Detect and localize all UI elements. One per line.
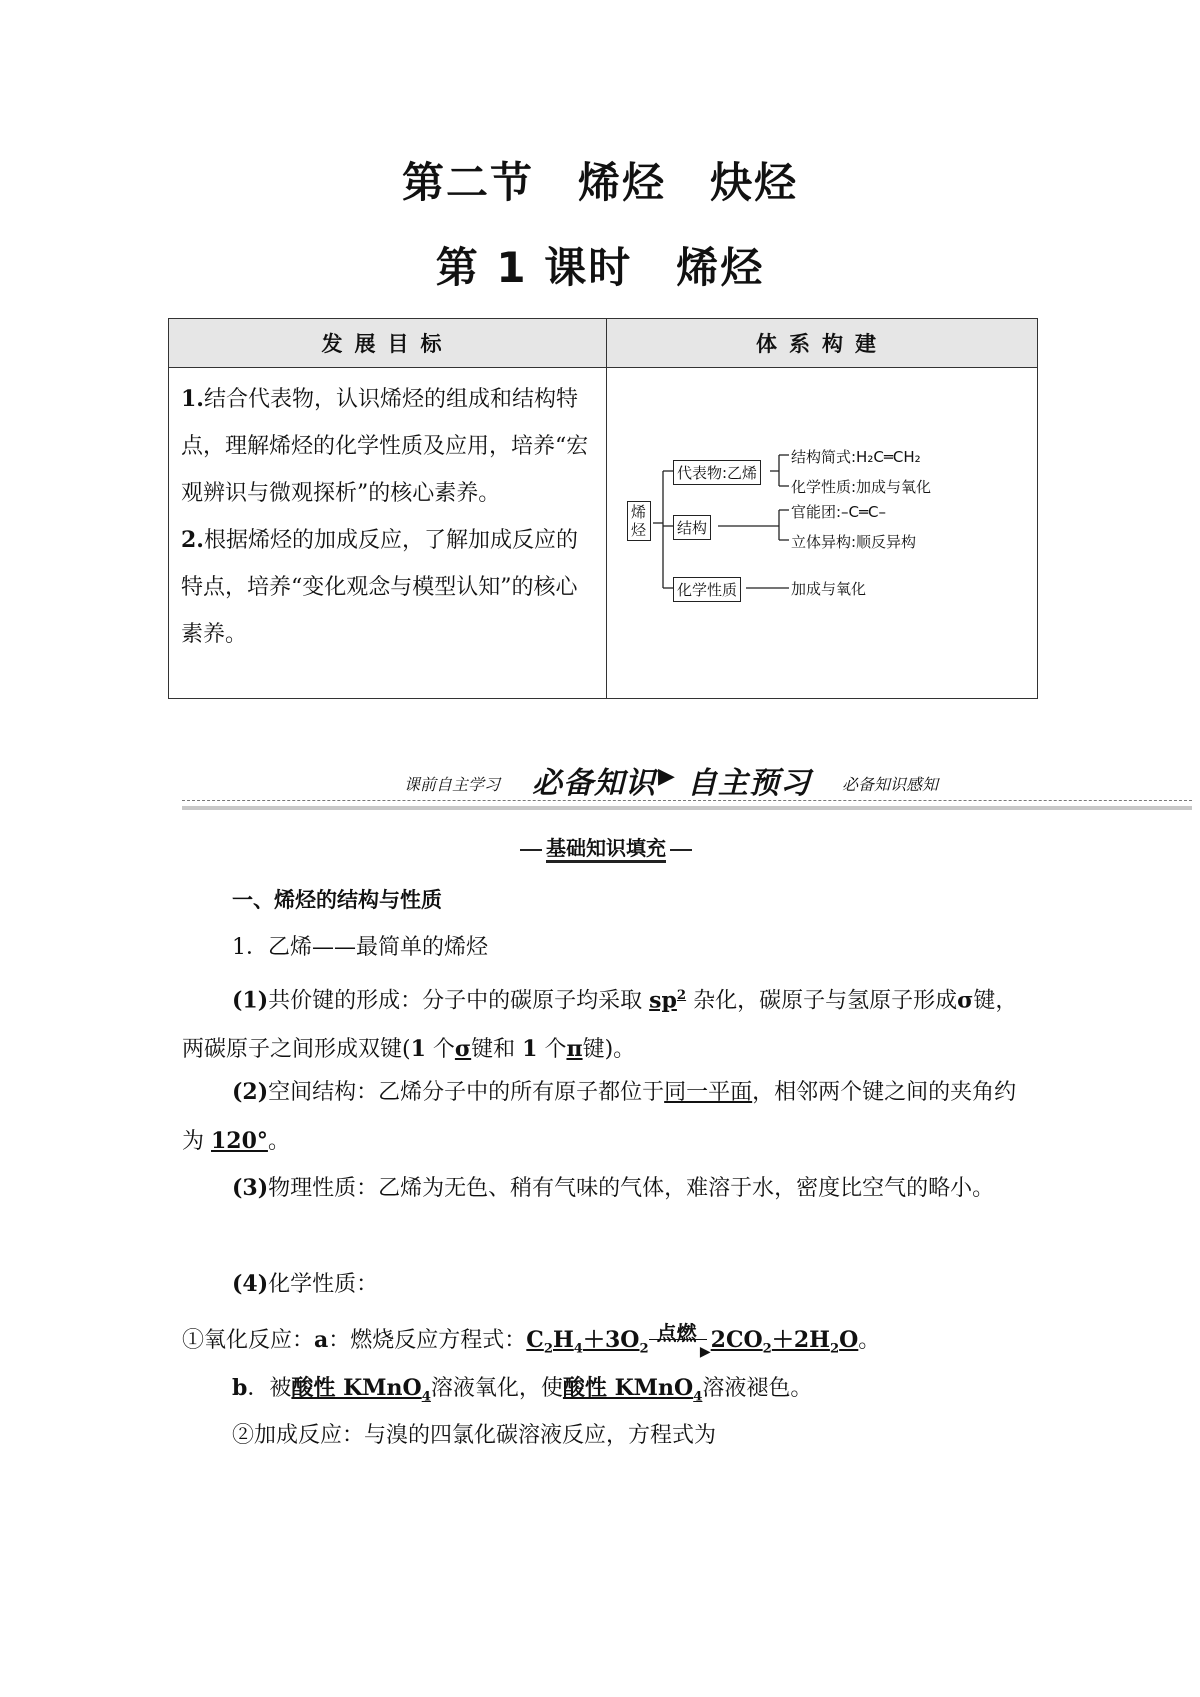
- goal2-text: 根据烯烃的加成反应，了解加成反应的特点，培养“变化观念与模型认知”的核心素养。: [181, 528, 578, 647]
- heading-structure-properties: 一、烯烃的结构与性质: [232, 888, 442, 912]
- goal2-number: 2.: [181, 527, 204, 553]
- objectives-table: [168, 318, 1038, 699]
- banner-divider: [182, 800, 1192, 801]
- goals-header: 发展目标: [169, 319, 607, 368]
- goal1-text: 结合代表物，认识烯烃的组成和结构特点，理解烯烃的化学性质及应用，培养“宏观辨识与微观探析”的核心素养。: [181, 387, 589, 506]
- concept-diagram: [607, 368, 1038, 699]
- banner-title-left: 必备知识: [532, 766, 656, 801]
- paragraph-oxidation-kmno4: b．被酸性 KMnO$_4$溶液氧化，使酸性 KMnO$_4$溶液褪色。: [232, 1375, 813, 1405]
- diagram-branch-structure: 结构: [673, 515, 711, 540]
- banner-title-right: 自主预习: [687, 766, 811, 801]
- diagram-root: 烯烃: [627, 501, 651, 541]
- section-banner: [182, 758, 1192, 802]
- banner-arrow-icon: ▶: [658, 764, 676, 789]
- paragraph-oxidation-combustion: ①氧化反应：a：燃烧反应方程式：$C_2H_4+3O_2$ 点燃 ▶ $2CO_2+2H_2O$。: [182, 1321, 881, 1360]
- paragraph-chemical-properties: (4)化学性质：: [232, 1271, 379, 1297]
- paragraph-covalent-bond: (1)共价键的形成：分子中的碳原子均采取 $sp^2$ 杂化，碳原子与氢原子形成σ键，两碳原子之间形成双键(1 个σ键和 1 个π键)。: [182, 987, 1018, 1063]
- diagram-leaf-addition-oxidation: 加成与氧化: [791, 580, 867, 598]
- heading-ethylene: 1．乙烯——最简单的烯烃: [232, 935, 488, 960]
- paragraph-spatial-structure: (2)空间结构：乙烯分子中的所有原子都位于同一平面，相邻两个键之间的夹角约为 120°。: [182, 1079, 1017, 1154]
- diagram-leaf-chem-props: 化学性质:加成与氧化: [791, 478, 932, 496]
- diagram-branch-representative: 代表物:乙烯: [673, 460, 761, 485]
- paragraph-addition-reaction: ②加成反应：与溴的四氯化碳溶液反应，方程式为: [232, 1423, 717, 1448]
- combustion-equation: $C_2H_4+3O_2$: [526, 1327, 649, 1357]
- diagram-leaf-stereoisomer: 立体异构:顺反异构: [791, 533, 917, 551]
- banner-left-label: 课前自主学习: [404, 775, 501, 794]
- fill-knowledge-title: 基础知识填充: [546, 836, 666, 863]
- diagram-leaf-structural-formula: 结构简式:H₂C═CH₂: [791, 448, 921, 466]
- goal1-number: 1.: [181, 386, 204, 412]
- banner-right-label: 必备知识感知: [842, 775, 939, 794]
- diagram-branch-chem-properties: 化学性质: [673, 577, 741, 602]
- fill-knowledge-heading: [520, 832, 692, 860]
- reaction-arrow-icon: 点燃 ▶: [649, 1331, 711, 1351]
- section-title: 第二节 烯烃 炔烃: [401, 158, 798, 207]
- diagram-leaf-functional-group: 官能团:–C═C–: [791, 503, 887, 521]
- banner-underline: [182, 806, 1192, 810]
- paragraph-physical-properties: (3)物理性质：乙烯为无色、稍有气味的气体，难溶于水，密度比空气的略小。: [232, 1175, 995, 1201]
- system-header: 体系构建: [607, 319, 1038, 368]
- goals-cell: [169, 368, 607, 699]
- lesson-title: 第 1 课时 烯烃: [435, 243, 765, 292]
